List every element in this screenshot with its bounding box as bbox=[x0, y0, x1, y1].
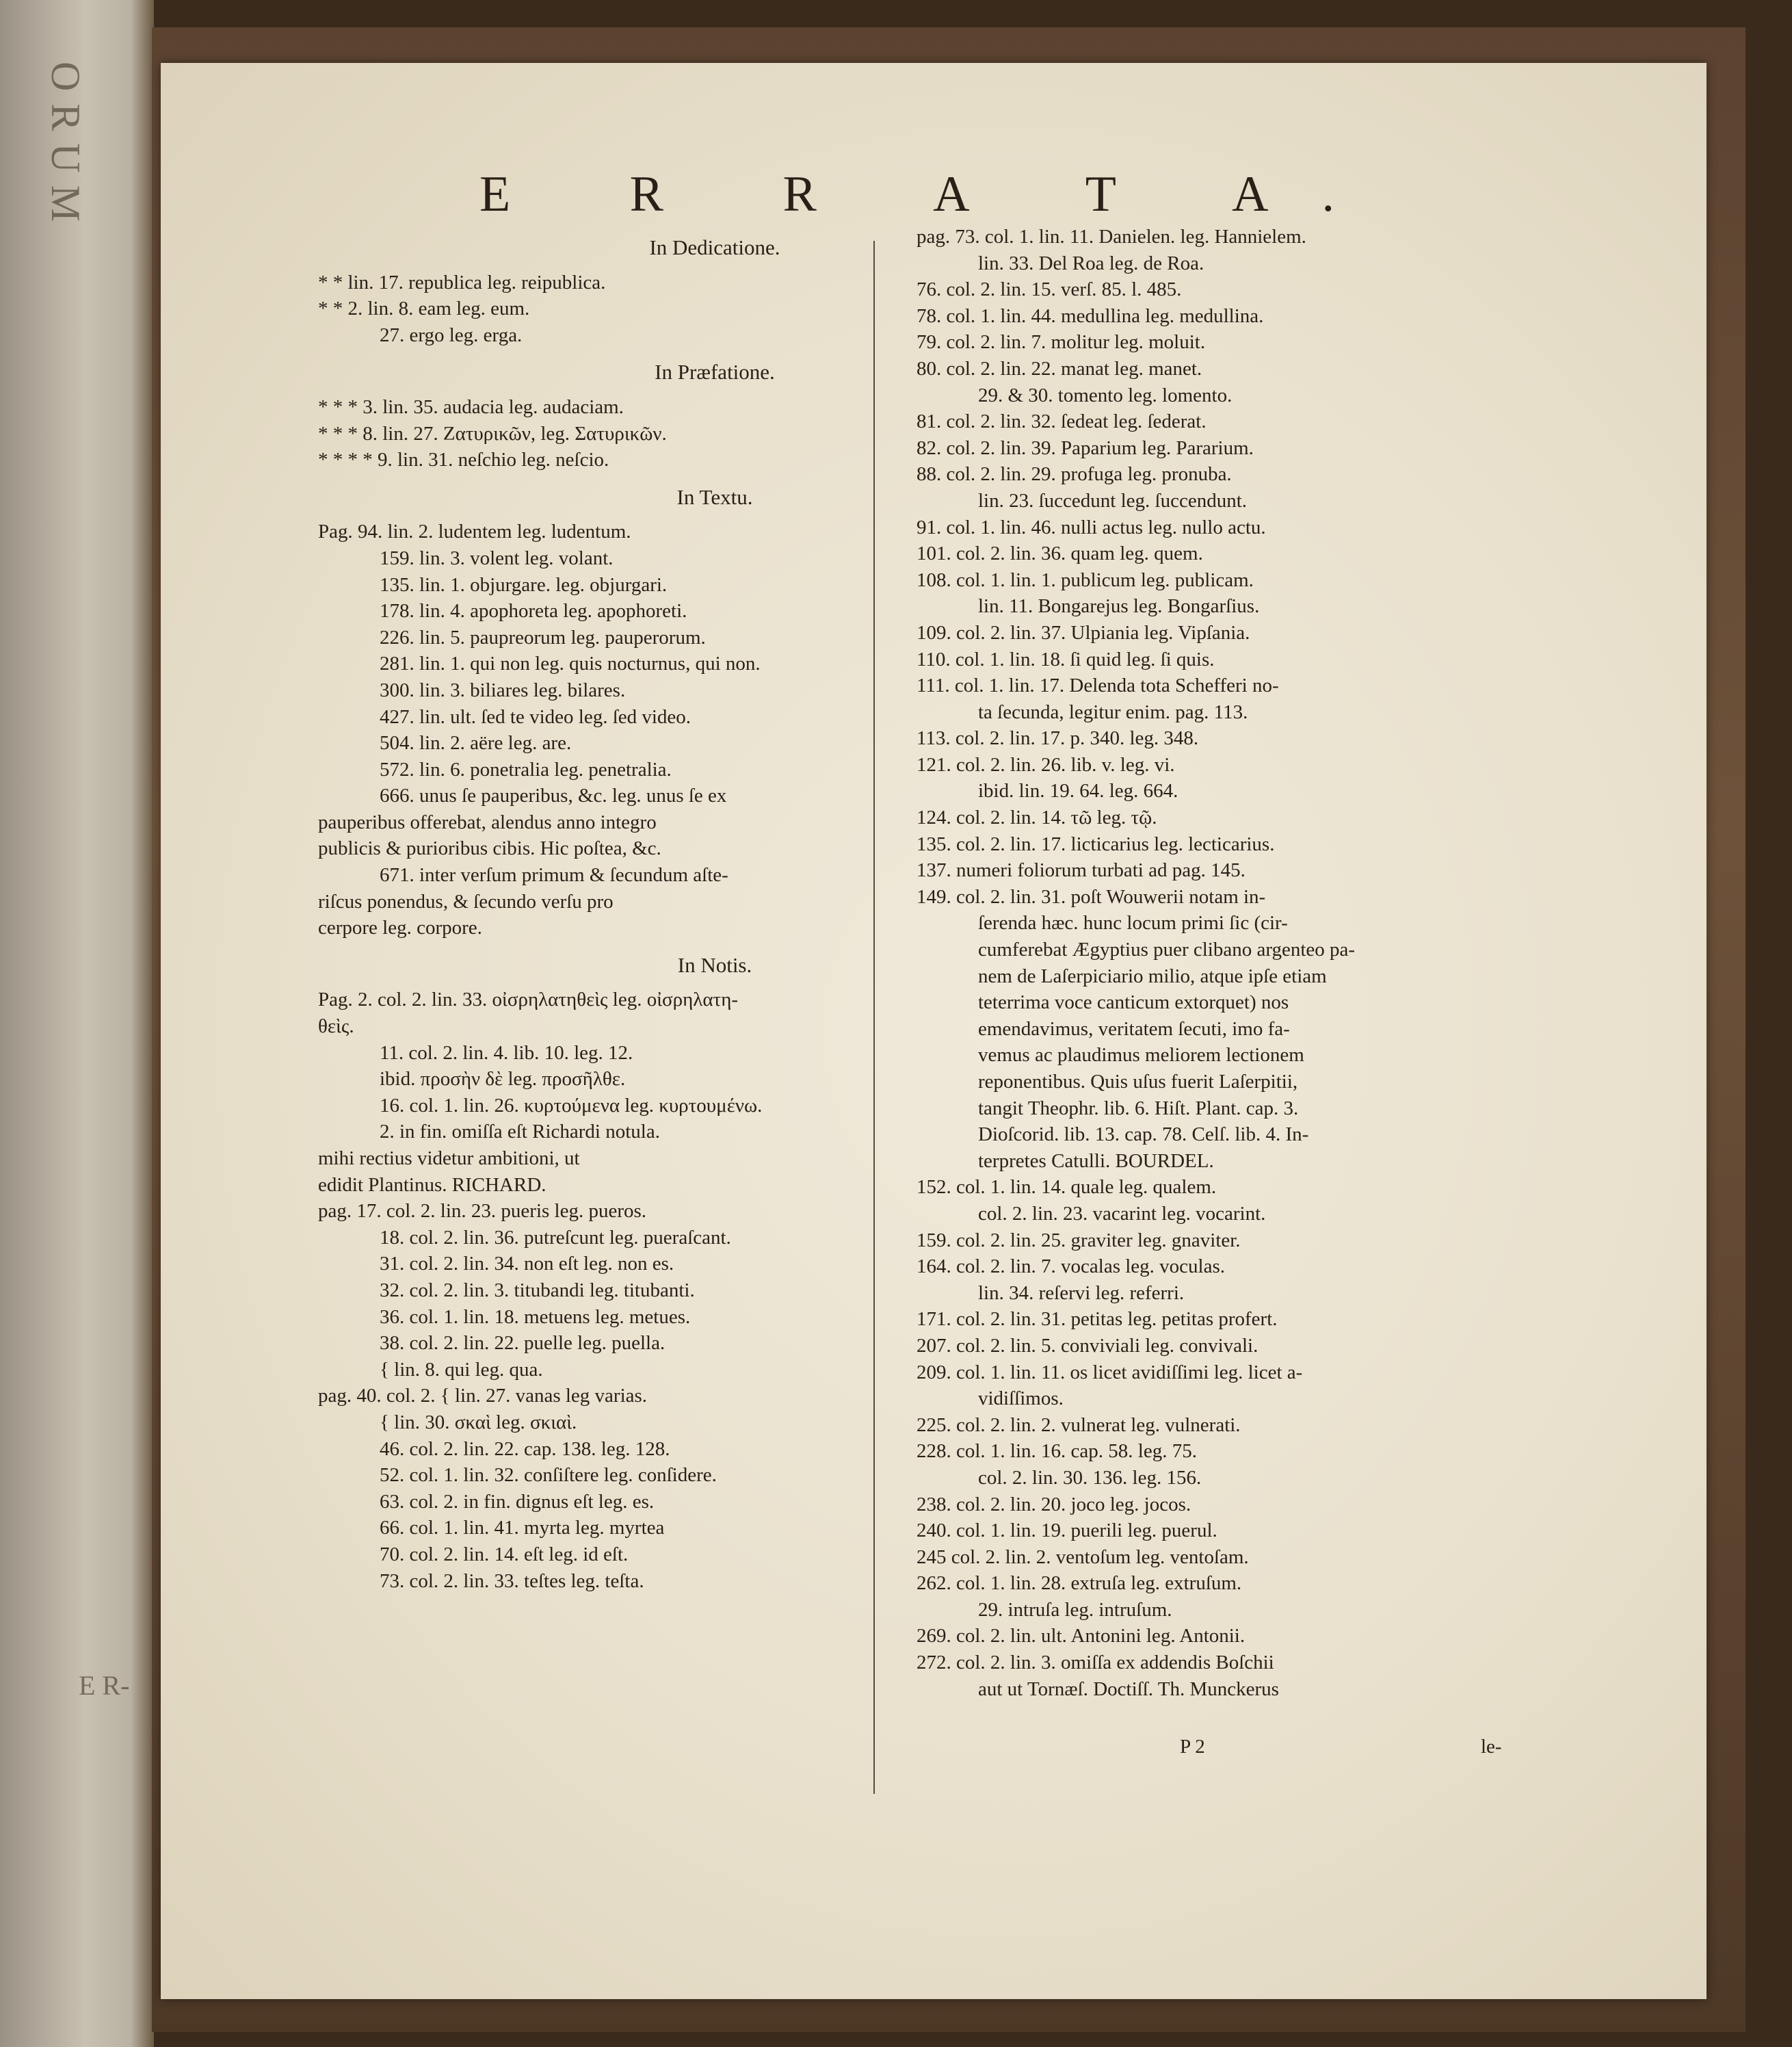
erratum-line: 29. & 30. tomento leg. lomento. bbox=[978, 384, 1233, 406]
section-heading: In Textu. bbox=[676, 484, 753, 509]
erratum-line: 228. col. 1. lin. 16. cap. 58. leg. 75. bbox=[917, 1440, 1197, 1463]
erratum-line: 152. col. 1. lin. 14. quale leg. qualem. bbox=[917, 1176, 1217, 1199]
erratum-line: cerpore leg. corpore. bbox=[318, 917, 482, 939]
erratum-line: * * * 8. lin. 27. Ζατυρικῶν, leg. Σατυρικῶν. bbox=[318, 422, 667, 445]
erratum-line: 110. col. 1. lin. 18. ſi quid leg. ſi quis. bbox=[917, 648, 1215, 670]
page-title: E R R A T A. bbox=[479, 166, 1388, 222]
erratum-line: 111. col. 1. lin. 17. Delenda tota Schefferi no- bbox=[917, 675, 1279, 697]
facing-page-fragment-bottom: E R- bbox=[79, 1670, 130, 1701]
erratum-line: 32. col. 2. lin. 3. titubandi leg. titubanti. bbox=[380, 1279, 695, 1301]
erratum-line: 81. col. 2. lin. 32. ſedeat leg. ſederat. bbox=[917, 410, 1207, 433]
erratum-line: 80. col. 2. lin. 22. manat leg. manet. bbox=[917, 357, 1202, 380]
erratum-line: lin. 33. Del Roa leg. de Roa. bbox=[978, 252, 1204, 274]
erratum-line: 88. col. 2. lin. 29. profuga leg. pronuba. bbox=[917, 463, 1232, 486]
erratum-line: Pag. 94. lin. 2. ludentem leg. ludentum. bbox=[318, 521, 631, 543]
erratum-line: 52. col. 1. lin. 32. conſiſtere leg. conſidere. bbox=[380, 1464, 717, 1487]
erratum-line: 79. col. 2. lin. 7. molitur leg. moluit. bbox=[917, 331, 1206, 354]
erratum-line: vemus ac plaudimus meliorem lectionem bbox=[978, 1044, 1304, 1067]
erratum-line: 70. col. 2. lin. 14. eſt leg. id eſt. bbox=[380, 1543, 629, 1565]
erratum-line: lin. 11. Bongarejus leg. Bongarſius. bbox=[978, 595, 1260, 618]
erratum-line: 63. col. 2. in fin. dignus eſt leg. es. bbox=[380, 1490, 655, 1513]
erratum-line: ta ſecunda, legitur enim. pag. 113. bbox=[978, 701, 1248, 723]
erratum-line: 245 col. 2. lin. 2. ventoſum leg. ventoſam. bbox=[917, 1546, 1249, 1568]
erratum-line: edidit Plantinus. RICHARD. bbox=[318, 1173, 546, 1196]
erratum-line: 46. col. 2. lin. 22. cap. 138. leg. 128. bbox=[380, 1437, 670, 1460]
erratum-line: teterrima voce canticum extorquet) nos bbox=[978, 991, 1289, 1014]
erratum-line: 427. lin. ult. ſed te video leg. ſed video. bbox=[380, 705, 691, 728]
erratum-line: 16. col. 1. lin. 26. κυρτούμενα leg. κυρτουμένω. bbox=[380, 1094, 763, 1117]
erratum-line: 300. lin. 3. biliares leg. bilares. bbox=[380, 679, 626, 701]
erratum-line: 121. col. 2. lin. 26. lib. v. leg. vi. bbox=[917, 753, 1175, 776]
erratum-line: 27. ergo leg. erga. bbox=[380, 324, 523, 346]
erratum-line: 78. col. 1. lin. 44. medullina leg. medullina. bbox=[917, 304, 1264, 327]
erratum-line: 171. col. 2. lin. 31. petitas leg. petitas profert. bbox=[917, 1308, 1278, 1331]
erratum-line: * * * * 9. lin. 31. neſchio leg. neſcio. bbox=[318, 449, 609, 471]
section-heading: In Præfatione. bbox=[655, 360, 775, 384]
erratum-line: 178. lin. 4. apophoreta leg. apophoreti. bbox=[380, 600, 687, 623]
erratum-line: 66. col. 1. lin. 41. myrta leg. myrtea bbox=[380, 1517, 665, 1539]
erratum-line: Pag. 2. col. 2. lin. 33. οἰσρηλατηθεὶς leg. οἰσρηλατη- bbox=[318, 989, 739, 1011]
erratum-line: emendavimus, veritatem ſecuti, imo fa- bbox=[978, 1017, 1290, 1040]
erratum-line: 101. col. 2. lin. 36. quam leg. quem. bbox=[917, 543, 1203, 565]
signature-mark: P 2 bbox=[1180, 1736, 1205, 1758]
erratum-line: 272. col. 2. lin. 3. omiſſa ex addendis Boſchii bbox=[917, 1652, 1274, 1674]
erratum-line: ibid. lin. 19. 64. leg. 664. bbox=[978, 780, 1178, 803]
erratum-line: mihi rectius videtur ambitioni, ut bbox=[318, 1147, 580, 1169]
erratum-line: terpretes Catulli. BOURDEL. bbox=[978, 1149, 1214, 1172]
erratum-line: 262. col. 1. lin. 28. extruſa leg. extruſum. bbox=[917, 1572, 1242, 1595]
erratum-line: 36. col. 1. lin. 18. metuens leg. metues. bbox=[380, 1305, 691, 1328]
erratum-line: 31. col. 2. lin. 34. non eſt leg. non es. bbox=[380, 1253, 674, 1275]
facing-page-fragment-top: ORUM bbox=[43, 62, 88, 235]
erratum-line: cumferebat Ægyptius puer clibano argenteo pa- bbox=[978, 939, 1356, 961]
left-column bbox=[318, 224, 1009, 1594]
erratum-line: 109. col. 2. lin. 37. Ulpiania leg. Vipſania. bbox=[917, 621, 1250, 644]
erratum-line: lin. 34. reſervi leg. referri. bbox=[978, 1281, 1185, 1304]
erratum-line: 38. col. 2. lin. 22. puelle leg. puella. bbox=[380, 1332, 666, 1355]
erratum-line: 209. col. 1. lin. 11. os licet avidiſſimi leg. licet a- bbox=[917, 1361, 1303, 1383]
erratum-line: 29. intruſa leg. intruſum. bbox=[978, 1598, 1172, 1621]
erratum-line: 82. col. 2. lin. 39. Paparium leg. Pararium. bbox=[917, 436, 1254, 459]
erratum-line: 91. col. 1. lin. 46. nulli actus leg. nullo actu. bbox=[917, 516, 1266, 538]
facing-page-edge bbox=[0, 0, 154, 2047]
erratum-line: 11. col. 2. lin. 4. lib. 10. leg. 12. bbox=[380, 1041, 633, 1064]
erratum-line: publicis & purioribus cibis. Hic poſtea, &c. bbox=[318, 837, 661, 860]
book-page bbox=[161, 63, 1707, 1999]
erratum-line: pauperibus offerebat, alendus anno integro bbox=[318, 811, 657, 833]
erratum-line: pag. 40. col. 2. { lin. 27. vanas leg varias. bbox=[318, 1385, 648, 1407]
erratum-line: { lin. 30. σκαὶ leg. σκιαὶ. bbox=[380, 1411, 577, 1433]
erratum-line: pag. 17. col. 2. lin. 23. pueris leg. pueros. bbox=[318, 1200, 647, 1223]
erratum-line: ſerenda hæc. hunc locum primi ſic (cir- bbox=[978, 912, 1288, 935]
erratum-line: * * * 3. lin. 35. audacia leg. audaciam. bbox=[318, 395, 624, 418]
erratum-line: vidiſſimos. bbox=[978, 1387, 1064, 1410]
right-column bbox=[917, 224, 1648, 1702]
erratum-line: lin. 23. ſuccedunt leg. ſuccendunt. bbox=[978, 489, 1248, 512]
erratum-line: * * lin. 17. republica leg. reipublica. bbox=[318, 271, 606, 294]
erratum-line: 149. col. 2. lin. 31. poſt Wouwerii notam in- bbox=[917, 885, 1266, 908]
catchword: le- bbox=[1481, 1736, 1502, 1758]
erratum-line: 159. lin. 3. volent leg. volant. bbox=[380, 547, 614, 569]
erratum-line: col. 2. lin. 30. 136. leg. 156. bbox=[978, 1466, 1202, 1489]
erratum-line: 240. col. 1. lin. 19. puerili leg. puerul. bbox=[917, 1520, 1217, 1542]
erratum-line: 666. unus ſe pauperibus, &c. leg. unus ſe ex bbox=[380, 785, 727, 807]
erratum-line: 671. inter verſum primum & ſecundum aſte- bbox=[380, 864, 728, 887]
section-heading: In Dedicatione. bbox=[649, 235, 780, 259]
erratum-line: 226. lin. 5. paupreorum leg. pauperorum. bbox=[380, 626, 706, 649]
erratum-line: reponentibus. Quis uſus fuerit Laſerpitii, bbox=[978, 1071, 1298, 1093]
erratum-line: nem de Laſerpiciario milio, atque ipſe etiam bbox=[978, 965, 1327, 987]
erratum-line: 207. col. 2. lin. 5. conviviali leg. convivali. bbox=[917, 1334, 1259, 1357]
erratum-line: 108. col. 1. lin. 1. publicum leg. publicam. bbox=[917, 569, 1254, 591]
erratum-line: pag. 73. col. 1. lin. 11. Danielen. leg. Hannielem. bbox=[917, 226, 1306, 248]
erratum-line: ibid. προσὴν δὲ leg. προσῆλθε. bbox=[380, 1068, 626, 1091]
erratum-line: 2. in fin. omiſſa eſt Richardi notula. bbox=[380, 1121, 660, 1143]
erratum-line: 76. col. 2. lin. 15. verſ. 85. l. 485. bbox=[917, 278, 1182, 301]
erratum-line: aut ut Tornæſ. Doctiſſ. Th. Munckerus bbox=[978, 1678, 1279, 1700]
erratum-line: 281. lin. 1. qui non leg. quis nocturnus, qui non. bbox=[380, 653, 761, 675]
erratum-line: 572. lin. 6. ponetralia leg. penetralia. bbox=[380, 758, 672, 781]
erratum-line: 73. col. 2. lin. 33. teſtes leg. teſta. bbox=[380, 1569, 644, 1592]
erratum-line: 135. lin. 1. objurgare. leg. objurgari. bbox=[380, 573, 668, 596]
erratum-line: θεὶς. bbox=[318, 1015, 354, 1038]
erratum-line: 504. lin. 2. aëre leg. are. bbox=[380, 732, 572, 755]
erratum-line: 164. col. 2. lin. 7. vocalas leg. voculas. bbox=[917, 1255, 1226, 1278]
erratum-line: { lin. 8. qui leg. qua. bbox=[380, 1358, 543, 1381]
erratum-line: tangit Theophr. lib. 6. Hiſt. Plant. cap. 3. bbox=[978, 1097, 1299, 1119]
erratum-line: 113. col. 2. lin. 17. p. 340. leg. 348. bbox=[917, 727, 1199, 750]
erratum-line: 225. col. 2. lin. 2. vulnerat leg. vulnerati. bbox=[917, 1413, 1241, 1436]
erratum-line: 137. numeri foliorum turbati ad pag. 145. bbox=[917, 859, 1246, 882]
erratum-line: riſcus ponendus, & ſecundo verſu pro bbox=[318, 890, 614, 913]
section-heading: In Notis. bbox=[677, 952, 752, 977]
erratum-line: 238. col. 2. lin. 20. joco leg. jocos. bbox=[917, 1493, 1191, 1515]
erratum-line: 269. col. 2. lin. ult. Antonini leg. Antonii. bbox=[917, 1625, 1246, 1647]
erratum-line: 18. col. 2. lin. 36. putreſcunt leg. pueraſcant. bbox=[380, 1226, 731, 1249]
erratum-line: col. 2. lin. 23. vacarint leg. vocarint. bbox=[978, 1202, 1266, 1225]
erratum-line: * * 2. lin. 8. eam leg. eum. bbox=[318, 298, 530, 320]
erratum-line: 159. col. 2. lin. 25. graviter leg. gnaviter. bbox=[917, 1229, 1241, 1251]
erratum-line: 135. col. 2. lin. 17. licticarius leg. lecticarius. bbox=[917, 833, 1275, 855]
erratum-line: 124. col. 2. lin. 14. τῶ leg. τῷ. bbox=[917, 807, 1157, 829]
erratum-line: Dioſcorid. lib. 13. cap. 78. Celſ. lib. 4. In- bbox=[978, 1123, 1309, 1146]
